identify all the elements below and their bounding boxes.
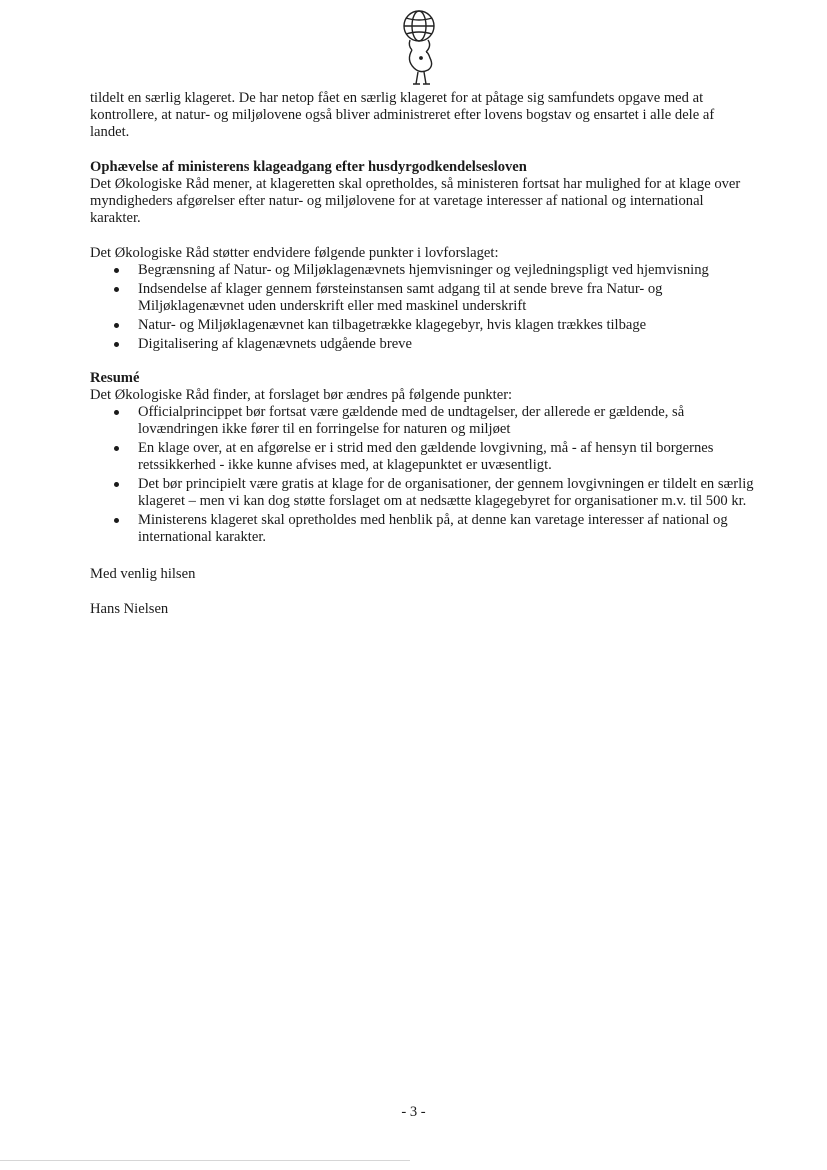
section-body-ministerial-appeal: Det Økologiske Råd mener, at klageretten skal opretholdes, så ministeren fortsat har mulighed for at klage over myndigheders afgørelser efter natur- og miljølovene for at varetage interesser af national og international karakter. (90, 176, 741, 226)
bullet-icon (114, 482, 119, 487)
list-item (90, 262, 755, 279)
bullet-icon (114, 342, 119, 347)
list-item (90, 476, 755, 510)
resume-intro: Det Økologiske Råd finder, at forslaget bør ændres på følgende punkter: (90, 387, 513, 403)
list-item (90, 404, 755, 438)
list-item (90, 440, 755, 474)
list-item-text: Digitalisering af klagenævnets udgående breve (138, 336, 412, 352)
bullet-icon (114, 446, 119, 451)
section-heading-ministerial-appeal: Ophævelse af ministerens klageadgang efter husdyrgodkendelsesloven (90, 159, 527, 175)
list-item (90, 336, 755, 353)
list-item (90, 512, 755, 546)
list-item-text: Indsendelse af klager gennem førsteinstansen samt adgang til at sende breve fra Natur- og Miljøklagenævnet uden underskrift eller med maskinel underskrift (138, 281, 663, 314)
list-item-text: Det bør principielt være gratis at klage for de organisationer, der gennem lovgivningen er tildelt en særlig klageret – men vi kan dog støtte forslaget om at nedsætte klagegebyret for organisationer m.v. til 500 kr. (138, 476, 754, 509)
support-intro: Det Økologiske Råd støtter endvidere følgende punkter i lovforslaget: (90, 245, 499, 261)
list-item-text: Begrænsning af Natur- og Miljøklagenævnets hjemvisninger og vejledningspligt ved hjemvisning (138, 262, 709, 278)
bullet-icon (114, 410, 119, 415)
bullet-icon (114, 268, 119, 273)
top-paragraph: tildelt en særlig klageret. De har netop fået en særlig klageret for at påtage sig samfundets opgave med at kontrollere, at natur- og miljølovene også bliver administreret efter lovens bogstav og ensartet i alle dele af landet. (90, 90, 715, 140)
closing-greeting: Med venlig hilsen (90, 566, 196, 582)
list-item (90, 317, 755, 334)
bullet-icon (114, 518, 119, 523)
scan-edge-divider (0, 1160, 410, 1161)
bullet-icon (114, 287, 119, 292)
section-heading-resume: Resumé (90, 370, 140, 386)
list-item-text: Natur- og Miljøklagenævnet kan tilbagetrække klagegebyr, hvis klagen trækkes tilbage (138, 317, 647, 333)
support-list (90, 262, 755, 353)
bullet-icon (114, 323, 119, 328)
resume-list (90, 404, 755, 546)
globe-figure-logo (396, 6, 442, 90)
signature-name: Hans Nielsen (90, 601, 169, 617)
letter-body (90, 90, 755, 618)
list-item-text: Ministerens klageret skal opretholdes med henblik på, at denne kan varetage interesser af national og international karakter. (138, 512, 728, 545)
list-item-text: En klage over, at en afgørelse er i strid med den gældende lovgivning, må - af hensyn til borgernes retssikkerhed - ikke kunne afvises med, at klagepunktet er uvæsentligt. (138, 440, 714, 473)
page-number: - 3 - (401, 1104, 426, 1120)
list-item (90, 281, 755, 315)
list-item-text: Officialprincippet bør fortsat være gældende med de undtagelser, der allerede er gældende, så lovændringen ikke fører til en forringelse for naturen og miljøet (138, 404, 685, 437)
